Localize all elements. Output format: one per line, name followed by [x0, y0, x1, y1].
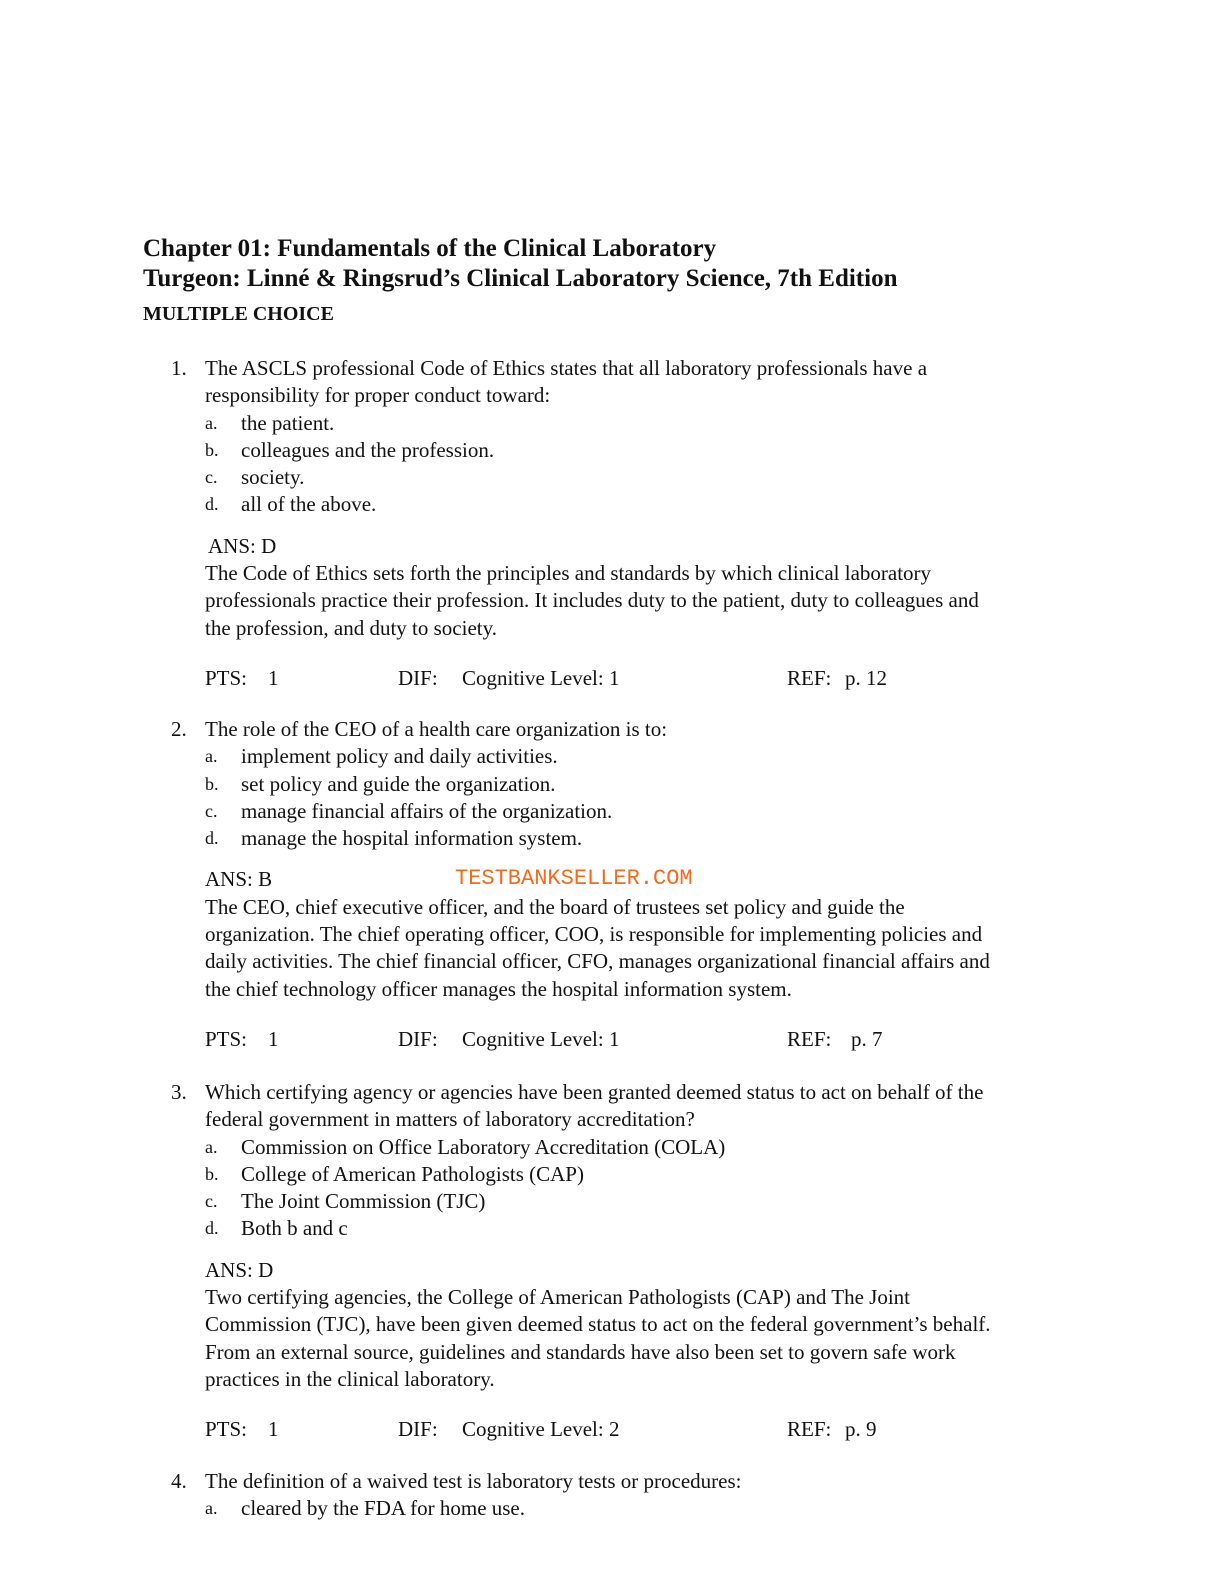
explanation-line	[0, 560, 1224, 587]
book-title: Turgeon: Linné & Ringsrud’s Clinical Laboratory Science, 7th Edition	[143, 265, 898, 292]
question-line	[0, 716, 1224, 743]
option-letter: a.	[205, 1136, 218, 1157]
explanation-line	[0, 1311, 1224, 1338]
option-letter: a.	[205, 412, 218, 433]
explanation-line	[0, 1339, 1224, 1366]
answer-option	[0, 1134, 1224, 1161]
pts-value: 1	[268, 1026, 279, 1051]
explanation-text: professionals practice their profession. It includes duty to the patient, duty to colleagues and	[205, 588, 979, 613]
question-number: 3.	[171, 1080, 187, 1104]
option-letter: d.	[205, 828, 219, 849]
option-text: society.	[241, 465, 305, 490]
pts-label: PTS:	[205, 1026, 248, 1051]
option-text: colleagues and the profession.	[241, 437, 495, 462]
option-text: all of the above.	[241, 492, 377, 517]
question-line	[0, 382, 1224, 409]
question-text: The role of the CEO of a health care organization is to:	[205, 717, 668, 741]
section-heading: MULTIPLE CHOICE	[143, 303, 334, 325]
option-letter: b.	[205, 439, 219, 460]
answer-option	[0, 437, 1224, 464]
answer-label: ANS: D	[208, 533, 277, 558]
question-block	[0, 1079, 1224, 1444]
dif-value: Cognitive Level: 1	[462, 1026, 620, 1051]
explanation-line	[0, 976, 1224, 1003]
ref-label: REF:	[787, 1417, 832, 1442]
pts-value: 1	[268, 1417, 279, 1442]
explanation-line	[0, 1284, 1224, 1311]
explanation-line	[0, 1366, 1224, 1393]
answer-key	[0, 533, 1224, 560]
question-text: responsibility for proper conduct toward:	[205, 383, 551, 408]
question-line	[0, 355, 1224, 382]
ref-label: REF:	[787, 1026, 832, 1051]
question-text: The definition of a waived test is laboratory tests or procedures:	[205, 1469, 742, 1493]
option-text: manage financial affairs of the organization.	[241, 798, 613, 823]
watermark: TESTBANKSELLER.COM	[455, 866, 693, 891]
question-block	[0, 1468, 1224, 1523]
explanation-text: Commission (TJC), have been given deemed status to act on the federal government’s behalf.	[205, 1312, 991, 1337]
explanation-text: daily activities. The chief financial officer, CFO, manages organizational financial affairs and	[205, 949, 990, 974]
option-text: the patient.	[241, 410, 335, 435]
explanation-text: the chief technology officer manages the hospital information system.	[205, 976, 792, 1001]
answer-option	[0, 410, 1224, 437]
option-text: College of American Pathologists (CAP)	[241, 1161, 584, 1186]
explanation-text: Two certifying agencies, the College of American Pathologists (CAP) and The Joint	[205, 1285, 910, 1310]
question-number: 2.	[171, 717, 187, 741]
question-number: 1.	[171, 356, 187, 380]
option-text: cleared by the FDA for home use.	[241, 1496, 526, 1521]
option-letter: d.	[205, 1218, 219, 1239]
pts-value: 1	[268, 665, 279, 690]
dif-value: Cognitive Level: 2	[462, 1417, 620, 1442]
answer-label: ANS: D	[205, 1257, 274, 1282]
explanation-text: practices in the clinical laboratory.	[205, 1366, 495, 1391]
explanation-line	[0, 921, 1224, 948]
answer-option	[0, 771, 1224, 798]
chapter-title: Chapter 01: Fundamentals of the Clinical Laboratory	[143, 235, 717, 262]
question-line	[0, 1079, 1224, 1106]
pts-label: PTS:	[205, 1417, 248, 1442]
question-text: federal government in matters of laboratory accreditation?	[205, 1107, 695, 1132]
question-text: The ASCLS professional Code of Ethics states that all laboratory professionals have a	[205, 356, 928, 380]
question-block	[0, 355, 1224, 692]
option-letter: c.	[205, 800, 218, 821]
explanation-text: From an external source, guidelines and standards have also been set to govern safe work	[205, 1339, 956, 1364]
explanation-line	[0, 615, 1224, 642]
dif-label: DIF:	[398, 1026, 438, 1051]
option-letter: a.	[205, 746, 218, 767]
answer-label: ANS: B	[205, 867, 273, 892]
ref-value: p. 7	[851, 1026, 883, 1051]
option-letter: d.	[205, 494, 219, 515]
option-text: Both b and c	[241, 1216, 348, 1241]
question-meta	[0, 665, 1224, 692]
answer-option	[0, 464, 1224, 491]
option-text: The Joint Commission (TJC)	[241, 1189, 486, 1214]
answer-option	[0, 1161, 1224, 1188]
explanation-line	[0, 948, 1224, 975]
answer-option	[0, 1215, 1224, 1242]
option-letter: a.	[205, 1498, 218, 1519]
question-text: Which certifying agency or agencies have been granted deemed status to act on behalf of the	[205, 1080, 984, 1104]
answer-option	[0, 743, 1224, 770]
answer-key	[0, 1257, 1224, 1284]
explanation-text: organization. The chief operating officer, COO, is responsible for implementing policies and	[205, 922, 983, 947]
option-letter: b.	[205, 773, 219, 794]
question-number: 4.	[171, 1469, 187, 1493]
explanation-line	[0, 587, 1224, 614]
dif-label: DIF:	[398, 665, 438, 690]
question-meta	[0, 1026, 1224, 1053]
ref-label: REF:	[787, 665, 832, 690]
explanation-line	[0, 894, 1224, 921]
explanation-text: The CEO, chief executive officer, and the board of trustees set policy and guide the	[205, 894, 905, 919]
option-text: set policy and guide the organization.	[241, 771, 556, 796]
answer-option	[0, 798, 1224, 825]
option-text: manage the hospital information system.	[241, 826, 583, 851]
explanation-text: The Code of Ethics sets forth the principles and standards by which clinical laboratory	[205, 561, 932, 586]
question-line	[0, 1106, 1224, 1133]
answer-option	[0, 1188, 1224, 1215]
option-letter: c.	[205, 1191, 218, 1212]
option-text: implement policy and daily activities.	[241, 744, 558, 769]
ref-value: p. 9	[845, 1417, 877, 1442]
dif-value: Cognitive Level: 1	[462, 665, 620, 690]
pts-label: PTS:	[205, 665, 248, 690]
answer-option	[0, 1495, 1224, 1522]
option-text: Commission on Office Laboratory Accreditation (COLA)	[241, 1134, 726, 1159]
explanation-text: the profession, and duty to society.	[205, 615, 498, 640]
answer-option	[0, 825, 1224, 852]
answer-option	[0, 491, 1224, 518]
option-letter: c.	[205, 467, 218, 488]
option-letter: b.	[205, 1163, 219, 1184]
ref-value: p. 12	[845, 665, 887, 690]
question-meta	[0, 1416, 1224, 1443]
question-line	[0, 1468, 1224, 1495]
dif-label: DIF:	[398, 1417, 438, 1442]
